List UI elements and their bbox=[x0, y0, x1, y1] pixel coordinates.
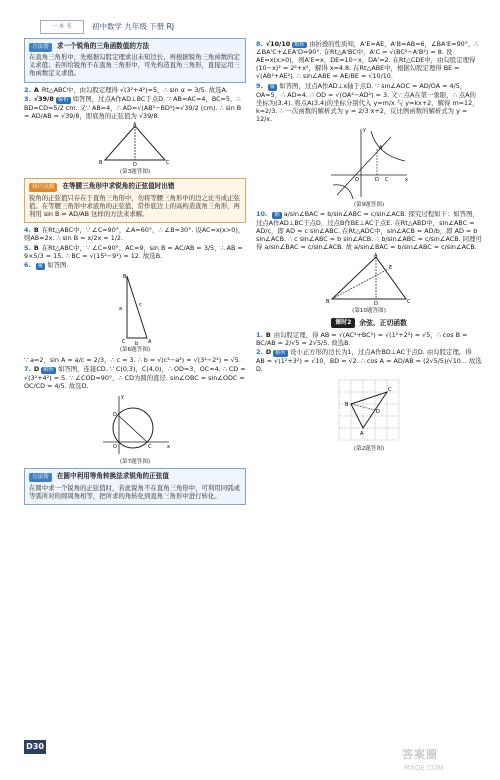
l1-answer: B bbox=[265, 330, 271, 339]
method-box bbox=[24, 38, 246, 83]
q2-text: Rt△ABC中，由勾股定理得 √(3²+4²)=5，∴ sin α = 3/5. 故选A. bbox=[41, 85, 228, 94]
svg-text:B: B bbox=[123, 273, 127, 280]
q8-label: 解析 bbox=[294, 41, 306, 48]
left-column bbox=[24, 38, 246, 508]
q2-answer: A bbox=[33, 85, 39, 94]
q8-answer: √10/10 bbox=[265, 39, 291, 48]
q7-label: 解析 bbox=[43, 367, 54, 374]
q7-text: 如答图，连接CD. ∵ C(0,3)，C(4,0)，∴ OD=3，OC=4. ∴ CD = √(3²+4²) = 5. ∵ ∠COD=90°，∴ CD为圆的直径. sin∠OBC = sin∠ODC = OC/CD = 4/5. 故选D. bbox=[24, 365, 246, 391]
svg-text:E: E bbox=[389, 265, 393, 272]
q8-text: 由折叠的性质知，A'E=AE，A'B=AB=6，∠BA'E=90°，∴ ∠BA'C+∠EA'D=90°. 在Rt△A'BC中，A'C = √(BC²−A'B²) = 8. 设AE=x(x>0)，则A'E=x，DE=10−x，DA'=2. 在Rt△CDE中，由勾股定理得 (10−x)² = 2²+x²，解得 x=4.8. 在Rt△ABE中，根据勾股定理得 BE = √(AB²+AE²). ∴ sin∠ABE = AE/BE = √10/10. bbox=[256, 39, 479, 81]
svg-text:D: D bbox=[375, 176, 379, 183]
svg-text:B: B bbox=[326, 299, 330, 306]
question-6 bbox=[24, 261, 246, 270]
svg-text:y: y bbox=[121, 394, 124, 401]
q6-figure bbox=[24, 272, 246, 354]
q9-figure bbox=[256, 125, 482, 209]
tip-text: 锐角的正弦值只存在于直角三角形中，勿将等腰三角形中的边之比当成正弦值。在等腰三角形中求底角的正弦值，常作底边上的高构造直角三角形，再利用 sin B = AD/AB 这样的方法来求解。 bbox=[29, 193, 240, 218]
l2-text: 设小正方形的边长为1，过点A作BD⊥AC于点D. 由勾股定理，得 AB = √(1²+3²) = √10，BD = √2. ∴ cos A = AD/AB = (2√5/5)/√10... 故选D. bbox=[256, 348, 482, 373]
q10-label: 解 bbox=[274, 212, 280, 219]
question-2 bbox=[24, 86, 246, 94]
q3-text: 如答图，过点A作AD⊥BC于点D. ∵ AB=AC=4，BC=5，∴ BD=CD=5/2 cm. 又∵ AB=4，∴ AD=√(AB²−BD²)=√39/2 (cm). ∴ sin B = AD/AB = √39/8，即底角的正弦值为 √39/8. bbox=[24, 95, 242, 121]
svg-text:c: c bbox=[139, 301, 142, 308]
q9-number: 9. bbox=[256, 81, 263, 90]
q7-number: 7. bbox=[24, 365, 31, 374]
svg-text:C: C bbox=[407, 299, 411, 306]
l2-caption: (第2题答图) bbox=[353, 445, 385, 452]
q3-answer: √39/8 bbox=[33, 95, 54, 104]
q3-label: 解析 bbox=[57, 97, 69, 104]
q6-after: ∵ a=2，sin A = a/c = 2/3，∴ c = 3. ∴ b = √(c²−a²) = √(3²−2²) = √5. bbox=[24, 355, 241, 364]
l1-number: 1. bbox=[256, 330, 263, 339]
q4-number: 4. bbox=[24, 226, 31, 235]
q6-label: 解 bbox=[37, 263, 44, 270]
q6-text: 如答图. bbox=[47, 261, 69, 270]
q6-caption: (第6题答图) bbox=[119, 346, 151, 353]
l2-answer: D bbox=[265, 348, 272, 357]
svg-text:B: B bbox=[99, 160, 103, 167]
q7-answer: D bbox=[33, 365, 40, 374]
triangle-figure bbox=[95, 122, 175, 168]
l2-number: 2. bbox=[256, 348, 263, 357]
lesson-header bbox=[256, 318, 482, 328]
q5-answer: B bbox=[33, 243, 39, 252]
svg-text:C: C bbox=[385, 176, 389, 183]
svg-text:A: A bbox=[379, 144, 383, 151]
svg-text:A: A bbox=[133, 122, 137, 129]
svg-text:C: C bbox=[166, 160, 170, 167]
method2-title: 在圆中利用等角转换法求锐角的正弦值 bbox=[56, 472, 169, 481]
page-header bbox=[0, 0, 500, 40]
page-number: D30 bbox=[24, 740, 46, 754]
right-triangle-figure bbox=[105, 272, 165, 346]
q9-text: 如答图，过点A作AD⊥x轴于点D. ∵ sin∠AOC = AD/OA = 4/5，OA=5，∴ AD=4. ∴ OD = √(OA²−AD²) = 3. 又∵ 点A在第一象限，∴ 点A的坐标为(3,4). 将点A(3,4)的坐标分别代入 y=m/x 与 y=kx+2，解得 m=12，k=2/3. ∴ 一次函数的解析式为 y = 2/3 x+2，反比例函数的解析式为 y = 12/x. bbox=[256, 81, 479, 123]
question-10 bbox=[256, 210, 482, 251]
svg-text:y: y bbox=[363, 126, 366, 133]
grid-figure bbox=[334, 375, 404, 445]
method-tag: 方法帮 bbox=[29, 43, 52, 52]
q4-answer: B bbox=[33, 226, 39, 235]
lesson-title: 余弦、正切函数 bbox=[359, 318, 407, 327]
svg-text:D: D bbox=[133, 162, 137, 169]
lesson-question-2 bbox=[256, 348, 482, 373]
q4-text: 在Rt△ABC中，∵ ∠C=90°，∠A=60°，∴ ∠B=30°. 设AC=x(x>0)，则AB=2x. ∴ sin B = x/2x = 1/2. bbox=[24, 226, 245, 243]
svg-text:A: A bbox=[360, 430, 364, 437]
svg-text:D: D bbox=[376, 408, 380, 415]
q10-text: a/sin∠BAC = b/sin∠ABC = c/sin∠ACB. 探究过程如下：如答图，过点A作AD⊥BC于点D，过点B作BE⊥AC于点E. 在Rt△ABD中，sin∠ABC = AD/c，即 AD = c sin∠ABC. 在Rt△ADC中，sin∠ACB = AD/b，即 AD = b sin∠ACB. ∴ c sin∠ABC = b sin∠ACB. ∴ b/sin∠ABC = c/sin∠ACB. 同理可得 a/sin∠BAC = c/sin∠ACB. 故 a/sin∠BAC = b/sin∠ABC = c/sin∠ACB. bbox=[256, 210, 482, 252]
acute-triangle-figure bbox=[324, 253, 414, 307]
lesson-question-1 bbox=[256, 331, 482, 347]
q7-figure bbox=[24, 392, 246, 466]
q3-caption: (第3题答图) bbox=[119, 169, 151, 176]
svg-text:x: x bbox=[405, 176, 408, 183]
question-3 bbox=[24, 95, 246, 120]
question-9 bbox=[256, 82, 482, 123]
q3-number: 3. bbox=[24, 95, 31, 104]
question-7 bbox=[24, 365, 246, 390]
right-column bbox=[256, 38, 482, 455]
svg-text:C: C bbox=[122, 338, 126, 345]
method2-text: 在圆中求一个锐角的正弦值时，若此锐角不在直角三角形中，可利用同弧或等弧所对的圆周角相等，把所求的角转化到直角三角形中进行转化。 bbox=[29, 483, 240, 500]
question-5 bbox=[24, 244, 246, 260]
svg-text:D: D bbox=[113, 412, 117, 419]
function-graph-figure bbox=[327, 125, 411, 201]
svg-text:D: D bbox=[374, 301, 378, 308]
svg-text:A: A bbox=[148, 338, 152, 345]
svg-text:O: O bbox=[113, 444, 117, 451]
lesson-tag: 课时2 bbox=[331, 318, 355, 328]
svg-text:A: A bbox=[374, 253, 378, 260]
tip-tag: 技巧点拨 bbox=[29, 183, 57, 192]
q5-number: 5. bbox=[24, 243, 31, 252]
header-title: 初中数学 九年级 下册 RJ bbox=[92, 22, 175, 31]
tip-title: 在等腰三角形中求锐角的正弦值时出错 bbox=[62, 182, 175, 191]
q3-figure bbox=[24, 122, 246, 176]
q2-number: 2. bbox=[24, 85, 31, 94]
method2-tag: 方法帮 bbox=[29, 473, 52, 482]
q8-number: 8. bbox=[256, 39, 263, 48]
svg-text:O: O bbox=[355, 176, 359, 183]
method-box-2 bbox=[24, 468, 246, 505]
q10-caption: (第10题答图) bbox=[352, 308, 386, 315]
q5-text: 在Rt△ABC中，∵ ∠C=90°，AC=9，sin B = AC/AB = 3/5，∴ AB = 9×5/3 = 15. ∴ BC = √(15²−9²) = 12. 故选B. bbox=[24, 243, 243, 260]
method-text: 在直角三角形中，先根据勾股定理求出未知边长，再根据锐角三角函数的定义求值；若所给锐角不在直角三角形中，可先构造直角三角形，直接运用三角函数定义求值。 bbox=[29, 53, 240, 78]
method-title: 求一个锐角的三角函数值的方法 bbox=[56, 42, 150, 50]
l2-figure bbox=[256, 375, 482, 453]
q7-caption: (第7题答图) bbox=[119, 459, 151, 466]
book-logo: 一本书 bbox=[40, 20, 84, 34]
q10-figure bbox=[256, 253, 482, 315]
question-8 bbox=[256, 40, 482, 81]
watermark-url: MXQE.COM bbox=[404, 764, 444, 772]
q10-number: 10. bbox=[256, 210, 268, 219]
svg-text:b: b bbox=[135, 340, 139, 346]
circle-figure bbox=[97, 392, 173, 458]
q9-caption: (第9题答图) bbox=[353, 201, 385, 208]
question-4 bbox=[24, 226, 246, 242]
watermark: 答案圈 bbox=[402, 748, 438, 761]
svg-text:x: x bbox=[167, 444, 170, 451]
svg-text:B: B bbox=[345, 401, 349, 408]
q6-number: 6. bbox=[24, 261, 31, 270]
svg-text:C: C bbox=[388, 386, 392, 393]
svg-text:a: a bbox=[119, 305, 123, 312]
l1-text: 由勾股定理，得 AB = √(AC²+BC²) = √(1²+2²) = √5，∴ cos B = BC/AB = 2/√5 = 2√5/5. 故选B. bbox=[256, 330, 468, 347]
tip-box bbox=[24, 178, 246, 223]
q9-label: 解 bbox=[269, 83, 276, 90]
l2-label: 解析 bbox=[275, 350, 286, 357]
svg-text:C: C bbox=[148, 444, 152, 451]
